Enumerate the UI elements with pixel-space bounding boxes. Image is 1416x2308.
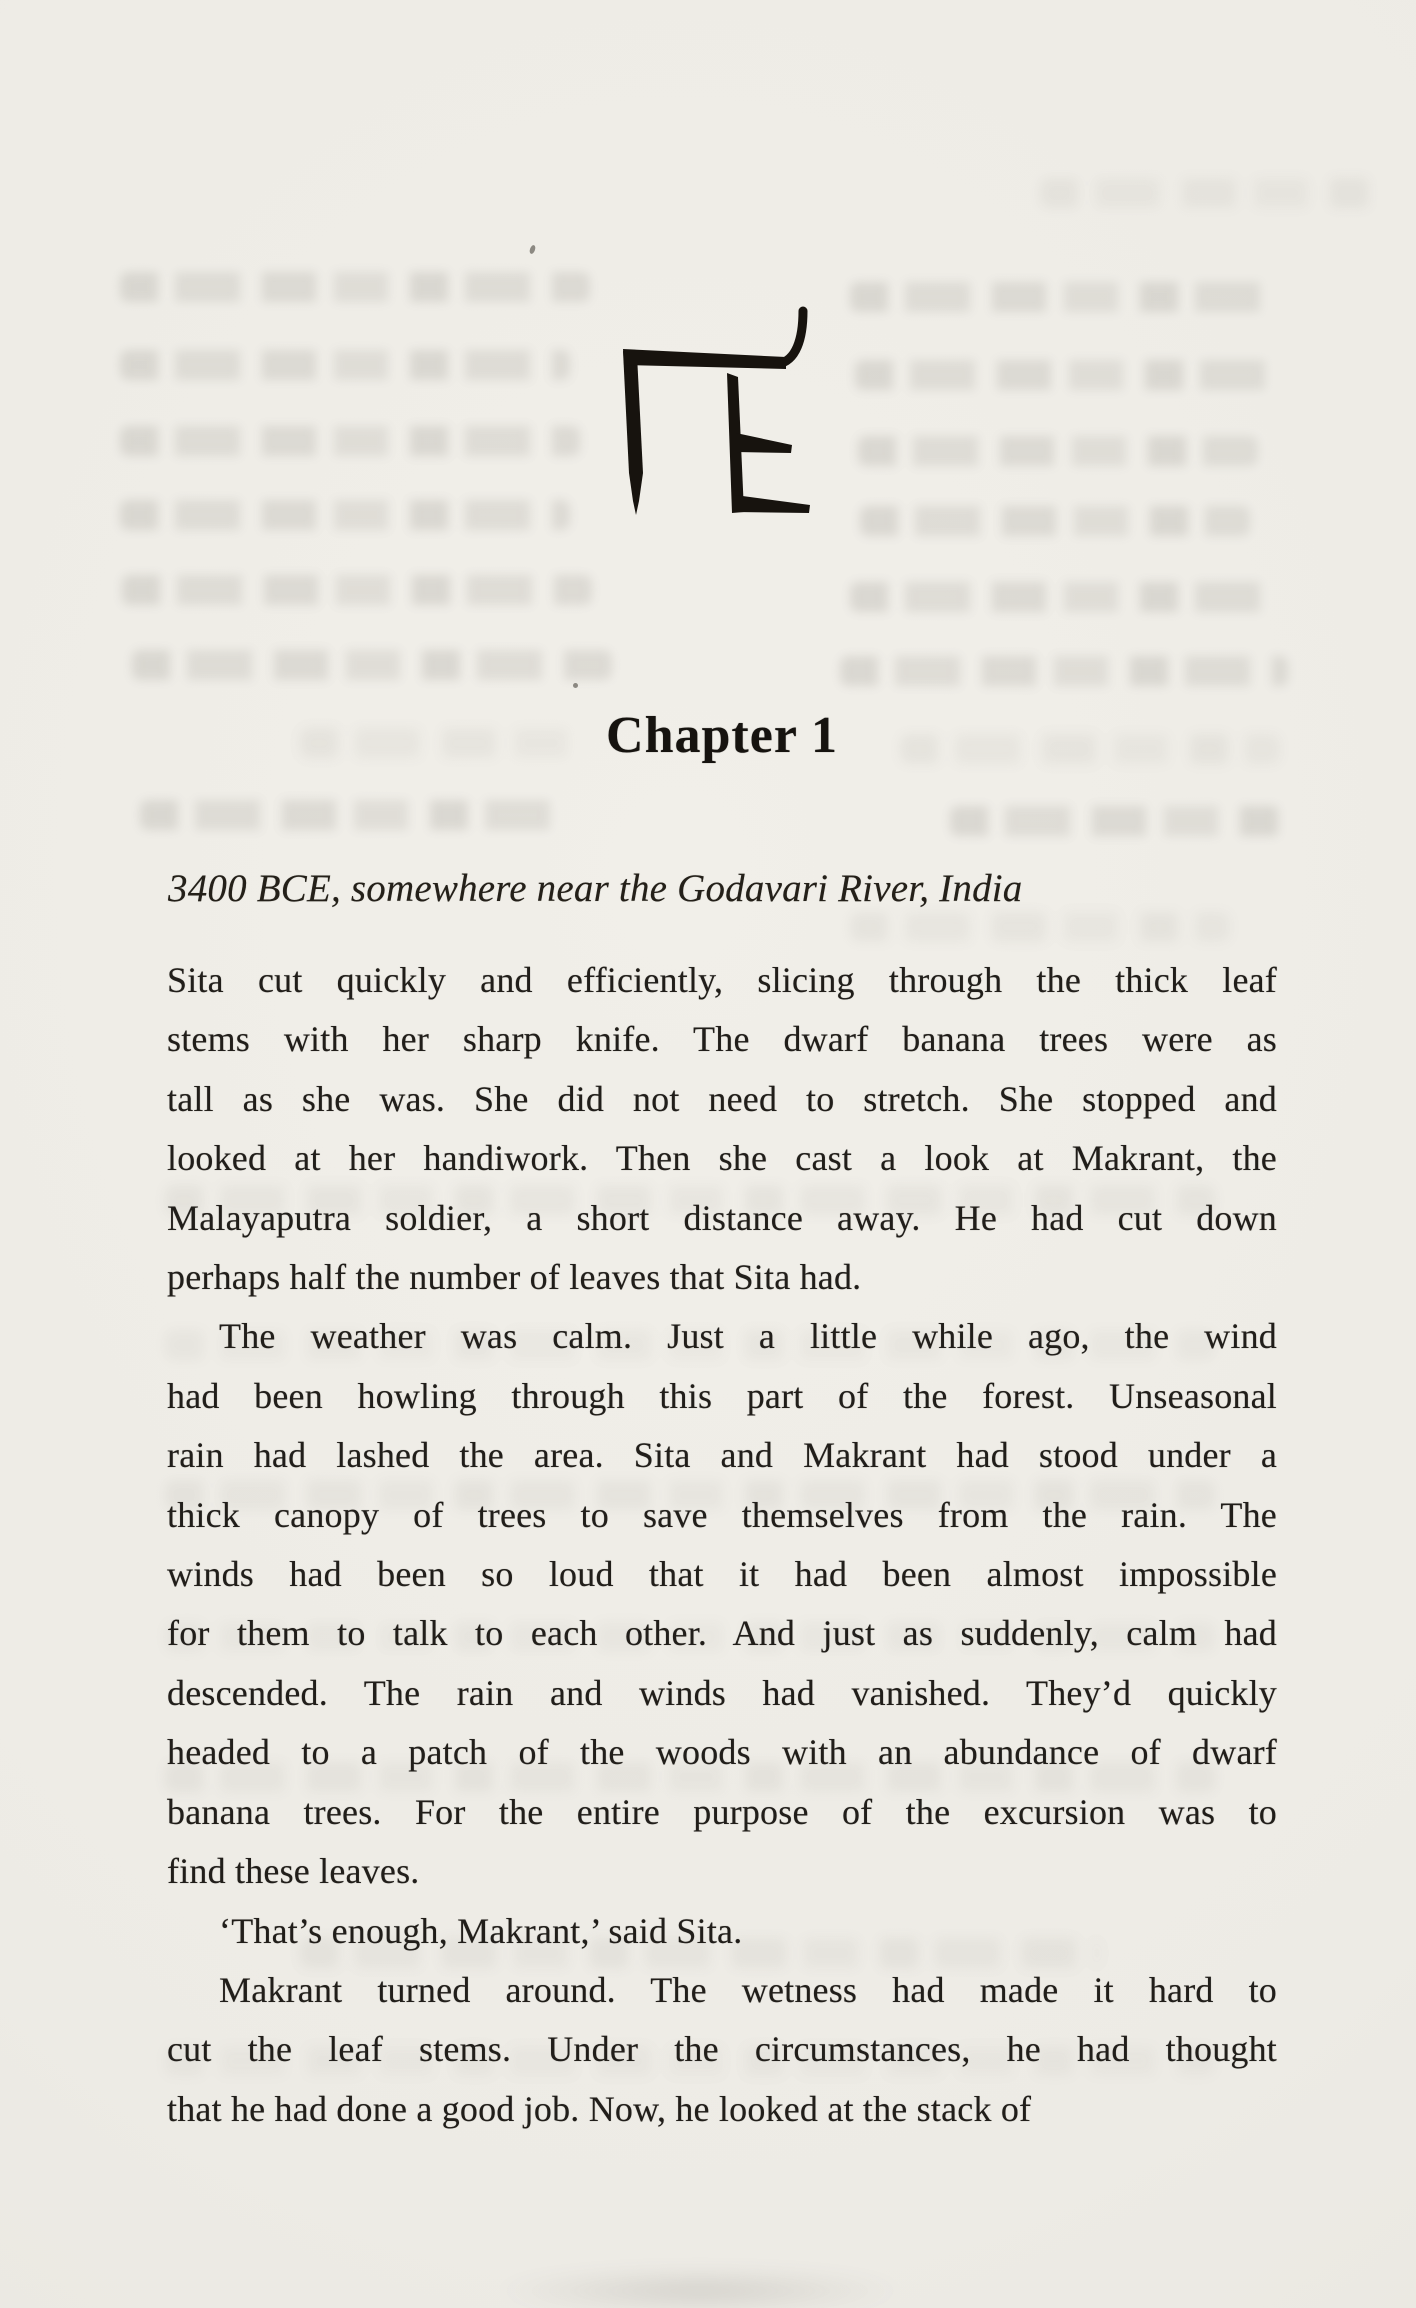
body-text-line: Sita cut quickly and efficiently, slicing through the thick leaf bbox=[167, 960, 1277, 1000]
body-text-line: perhaps half the number of leaves that Sita had. bbox=[167, 1257, 862, 1298]
ink-speck bbox=[529, 244, 537, 254]
body-text-line: looked at her handiwork. Then she cast a look at Makrant, the bbox=[167, 1138, 1277, 1179]
bleed-through-ghost-row bbox=[850, 912, 1230, 942]
body-text-line: winds had been so loud that it had been almost impossible bbox=[167, 1554, 1277, 1595]
body-text-line: stems with her sharp knife. The dwarf banana trees were as bbox=[167, 1019, 1277, 1060]
bleed-through-ghost-row bbox=[122, 575, 592, 605]
bleed-through-ghost-row bbox=[140, 800, 560, 830]
chapter-dateline: 3400 BCE, somewhere near the Godavari River, India bbox=[168, 867, 1023, 910]
body-text-line: Makrant turned around. The wetness had made it hard to bbox=[219, 1969, 1277, 2010]
body-text-line: had been howling through this part of the forest. Unseasonal bbox=[167, 1375, 1277, 1416]
body-text-line: ‘That’s enough, Makrant,’ said Sita. bbox=[219, 1910, 743, 1951]
bleed-through-ghost-row bbox=[120, 500, 570, 530]
body-text-line: rain had lashed the area. Sita and Makrant had stood under a bbox=[167, 1435, 1277, 1476]
body-text-line: thick canopy of trees to save themselves from the rain. The bbox=[167, 1494, 1277, 1535]
page-bottom-smudge bbox=[420, 2268, 980, 2308]
body-text-line: headed to a patch of the woods with an abundance of dwarf bbox=[167, 1732, 1277, 1773]
bleed-through-ghost-row bbox=[132, 650, 612, 680]
chapter-heading: Chapter 1 bbox=[606, 707, 838, 764]
bleed-through-ghost-row bbox=[950, 806, 1280, 836]
body-text-line: descended. The rain and winds had vanished. They’d quickly bbox=[167, 1672, 1277, 1713]
bleed-through-ghost-row bbox=[850, 582, 1278, 612]
body-text bbox=[167, 951, 1277, 2139]
bleed-through-ghost-row bbox=[120, 272, 590, 302]
bleed-through-ghost-row bbox=[860, 506, 1250, 536]
body-text-line: that he had done a good job. Now, he looked at the stack of bbox=[167, 2088, 1032, 2129]
bleed-through-ghost-row bbox=[855, 360, 1270, 390]
bleed-through-ghost-row bbox=[850, 282, 1280, 312]
body-text-line: Malayaputra soldier, a short distance away. He had cut down bbox=[167, 1197, 1277, 1238]
bleed-through-ghost-row bbox=[1040, 178, 1380, 208]
body-text-line: find these leaves. bbox=[167, 1851, 420, 1892]
body-text-line: for them to talk to each other. And just as suddenly, calm had bbox=[167, 1613, 1277, 1654]
body-text-line: The weather was calm. Just a little while ago, the wind bbox=[219, 1316, 1277, 1357]
body-text-line: tall as she was. She did not need to stretch. She stopped and bbox=[167, 1078, 1277, 1119]
bleed-through-ghost-row bbox=[120, 350, 570, 380]
ink-speck bbox=[573, 683, 578, 688]
body-text-line: banana trees. For the entire purpose of the excursion was to bbox=[167, 1791, 1277, 1832]
chapter-ornament-glyph bbox=[620, 305, 815, 520]
bleed-through-ghost-row bbox=[858, 436, 1258, 466]
body-text-line: cut the leaf stems. Under the circumstances, he had thought bbox=[167, 2029, 1277, 2070]
bleed-through-ghost-row bbox=[840, 656, 1288, 686]
bleed-through-ghost-row bbox=[120, 426, 580, 456]
